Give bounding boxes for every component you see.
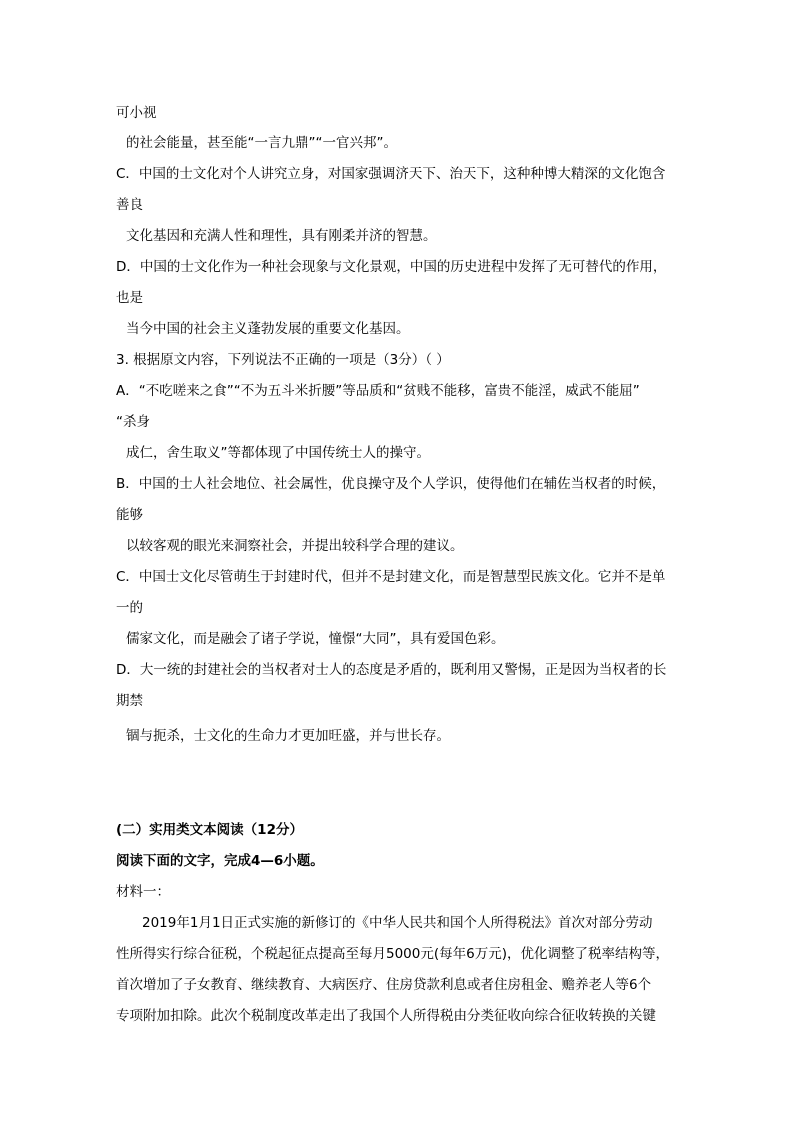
option-c-line: C．中国士文化尽管萌生于封建时代，但并不是封建文化，而是智慧型民族文化。它并不是单 bbox=[116, 569, 666, 585]
text-line: 当今中国的社会主义蓬勃发展的重要文化基因。 bbox=[126, 321, 410, 337]
option-b-line: B．中国的士人社会地位、社会属性，优良操守及个人学识，使得他们在辅佐当权者的时候， bbox=[116, 476, 666, 492]
text-line: 可小视 bbox=[116, 105, 157, 121]
text-line: 儒家文化，而是融会了诸子学说，憧憬“大同”，具有爱国色彩。 bbox=[126, 631, 505, 647]
option-a-line: A．“不吃嗟来之食”“不为五斗米折腰”等品质和“贫贱不能移，富贵不能淫，威武不能屈” bbox=[116, 383, 640, 399]
text-line: 文化基因和充满人性和理性，具有刚柔并济的智慧。 bbox=[126, 228, 437, 244]
material-label: 材料一： bbox=[116, 884, 170, 900]
section-title: (二）实用类文本阅读（12分） bbox=[116, 822, 303, 838]
text-line: 锢与扼杀，士文化的生命力才更加旺盛，并与世长存。 bbox=[126, 728, 450, 744]
material-line: 首次增加了子女教育、继续教育、大病医疗、住房贷款利息或者住房租金、赡养老人等6个 bbox=[116, 977, 652, 993]
option-d-line: D．中国的士文化作为一种社会现象与文化景观，中国的历史进程中发挥了无可替代的作用， bbox=[116, 259, 667, 275]
text-line: “杀身 bbox=[116, 414, 150, 430]
text-line: 一的 bbox=[116, 600, 143, 616]
text-line: 善良 bbox=[116, 197, 143, 213]
option-c-line: C．中国的士文化对个人讲究立身，对国家强调济天下、治天下，这种种博大精深的文化饱含 bbox=[116, 166, 666, 182]
text-line: 期禁 bbox=[116, 693, 143, 709]
text-line: 能够 bbox=[116, 507, 143, 523]
material-line: 专项附加扣除。此次个税制度改革走出了我国个人所得税由分类征收向综合征收转换的关键 bbox=[116, 1008, 656, 1024]
text-line: 也是 bbox=[116, 290, 143, 306]
text-line: 成仁，舍生取义”等都体现了中国传统士人的操守。 bbox=[126, 445, 430, 461]
material-line: 2019年1月1日正式实施的新修订的《中华人民共和国个人所得税法》首次对部分劳动 bbox=[142, 915, 653, 931]
question-3: 3. 根据原文内容，下列说法不正确的一项是（3分）（ ） bbox=[116, 352, 450, 368]
option-d-line: D．大一统的封建社会的当权者对士人的态度是矛盾的，既利用又警惕，正是因为当权者的长 bbox=[116, 662, 667, 678]
material-line: 性所得实行综合征税，个税起征点提高至每月5000元(每年6万元)，优化调整了税率结构等， bbox=[116, 946, 669, 962]
instruction: 阅读下面的文字，完成4—6小题。 bbox=[116, 853, 324, 869]
text-line: 的社会能量，甚至能“一言九鼎”“一官兴邦”。 bbox=[126, 135, 397, 151]
text-line: 以较客观的眼光来洞察社会，并提出较科学合理的建议。 bbox=[126, 538, 464, 554]
